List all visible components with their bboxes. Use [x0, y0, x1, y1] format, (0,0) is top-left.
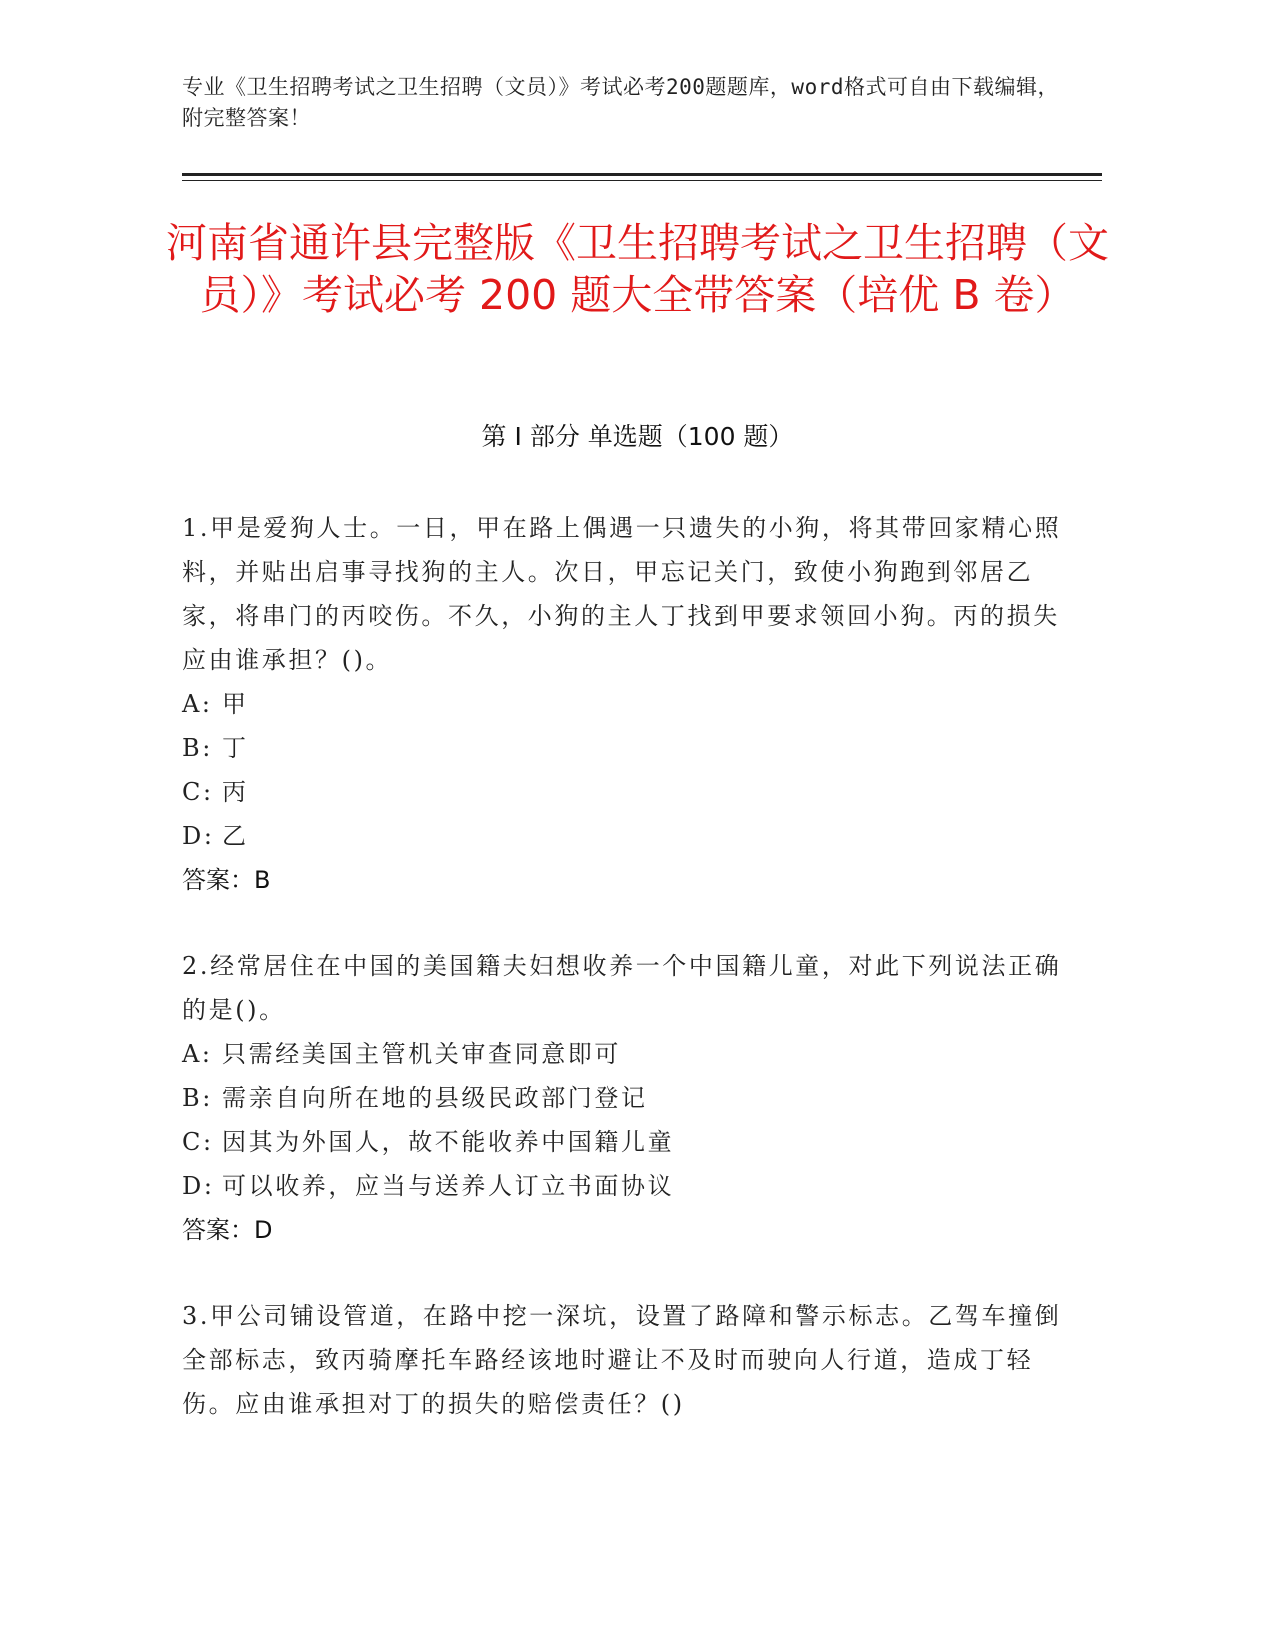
option-letter: C: — [182, 778, 214, 806]
option-a[interactable] — [182, 682, 1062, 726]
option-letter: D: — [182, 822, 215, 850]
option-text: 可以收养，应当与送养人订立书面协议 — [222, 1172, 675, 1200]
option-text: 需亲自向所在地的县级民政部门登记 — [222, 1084, 648, 1112]
option-letter: B: — [182, 734, 213, 762]
header-rule-thick — [182, 173, 1102, 176]
document-title: 河南省通许县完整版《卫生招聘考试之卫生招聘（文员）》考试必考 200 题大全带答案（培优 B 卷） — [166, 219, 1109, 319]
option-c[interactable] — [182, 1120, 1062, 1164]
option-text: 甲 — [222, 690, 249, 718]
section-title: 第 I 部分 单选题（100 题） — [481, 422, 794, 451]
option-b[interactable] — [182, 1076, 1062, 1120]
option-letter: A: — [182, 690, 213, 718]
option-text: 丙 — [222, 778, 249, 806]
question-3 — [182, 1294, 1062, 1426]
option-d[interactable] — [182, 814, 1062, 858]
question-stem: 3.甲公司铺设管道，在路中挖一深坑，设置了路障和警示标志。乙驾车撞倒全部标志，致丙骑摩托车路经该地时避让不及时而驶向人行道，造成丁轻伤。应由谁承担对丁的损失的赔偿责任？() — [182, 1302, 1062, 1418]
question-stem: 2.经常居住在中国的美国籍夫妇想收养一个中国籍儿童，对此下列说法正确的是()。 — [182, 952, 1062, 1024]
header-note: 专业《卫生招聘考试之卫生招聘（文员）》考试必考200题题库，word格式可自由下载编辑，附完整答案！ — [182, 75, 1059, 130]
option-text: 因其为外国人，故不能收养中国籍儿童 — [222, 1128, 675, 1156]
answer-line: 答案：B — [182, 866, 271, 894]
option-a[interactable] — [182, 1032, 1062, 1076]
option-b[interactable] — [182, 726, 1062, 770]
answer-line: 答案：D — [182, 1216, 273, 1244]
question-1 — [182, 506, 1062, 902]
option-text: 丁 — [222, 734, 249, 762]
option-letter: B: — [182, 1084, 213, 1112]
option-c[interactable] — [182, 770, 1062, 814]
option-letter: D: — [182, 1172, 215, 1200]
option-letter: C: — [182, 1128, 214, 1156]
question-2 — [182, 944, 1062, 1252]
option-d[interactable] — [182, 1164, 1062, 1208]
question-list — [182, 506, 1062, 1468]
option-letter: A: — [182, 1040, 213, 1068]
option-text: 乙 — [222, 822, 249, 850]
question-stem: 1.甲是爱狗人士。一日，甲在路上偶遇一只遗失的小狗，将其带回家精心照料，并贴出启事寻找狗的主人。次日，甲忘记关门，致使小狗跑到邻居乙家，将串门的丙咬伤。不久，小狗的主人丁找到甲要求领回小狗。丙的损失应由谁承担？()。 — [182, 514, 1062, 674]
option-text: 只需经美国主管机关审查同意即可 — [222, 1040, 621, 1068]
header-rule-thin — [182, 180, 1102, 181]
